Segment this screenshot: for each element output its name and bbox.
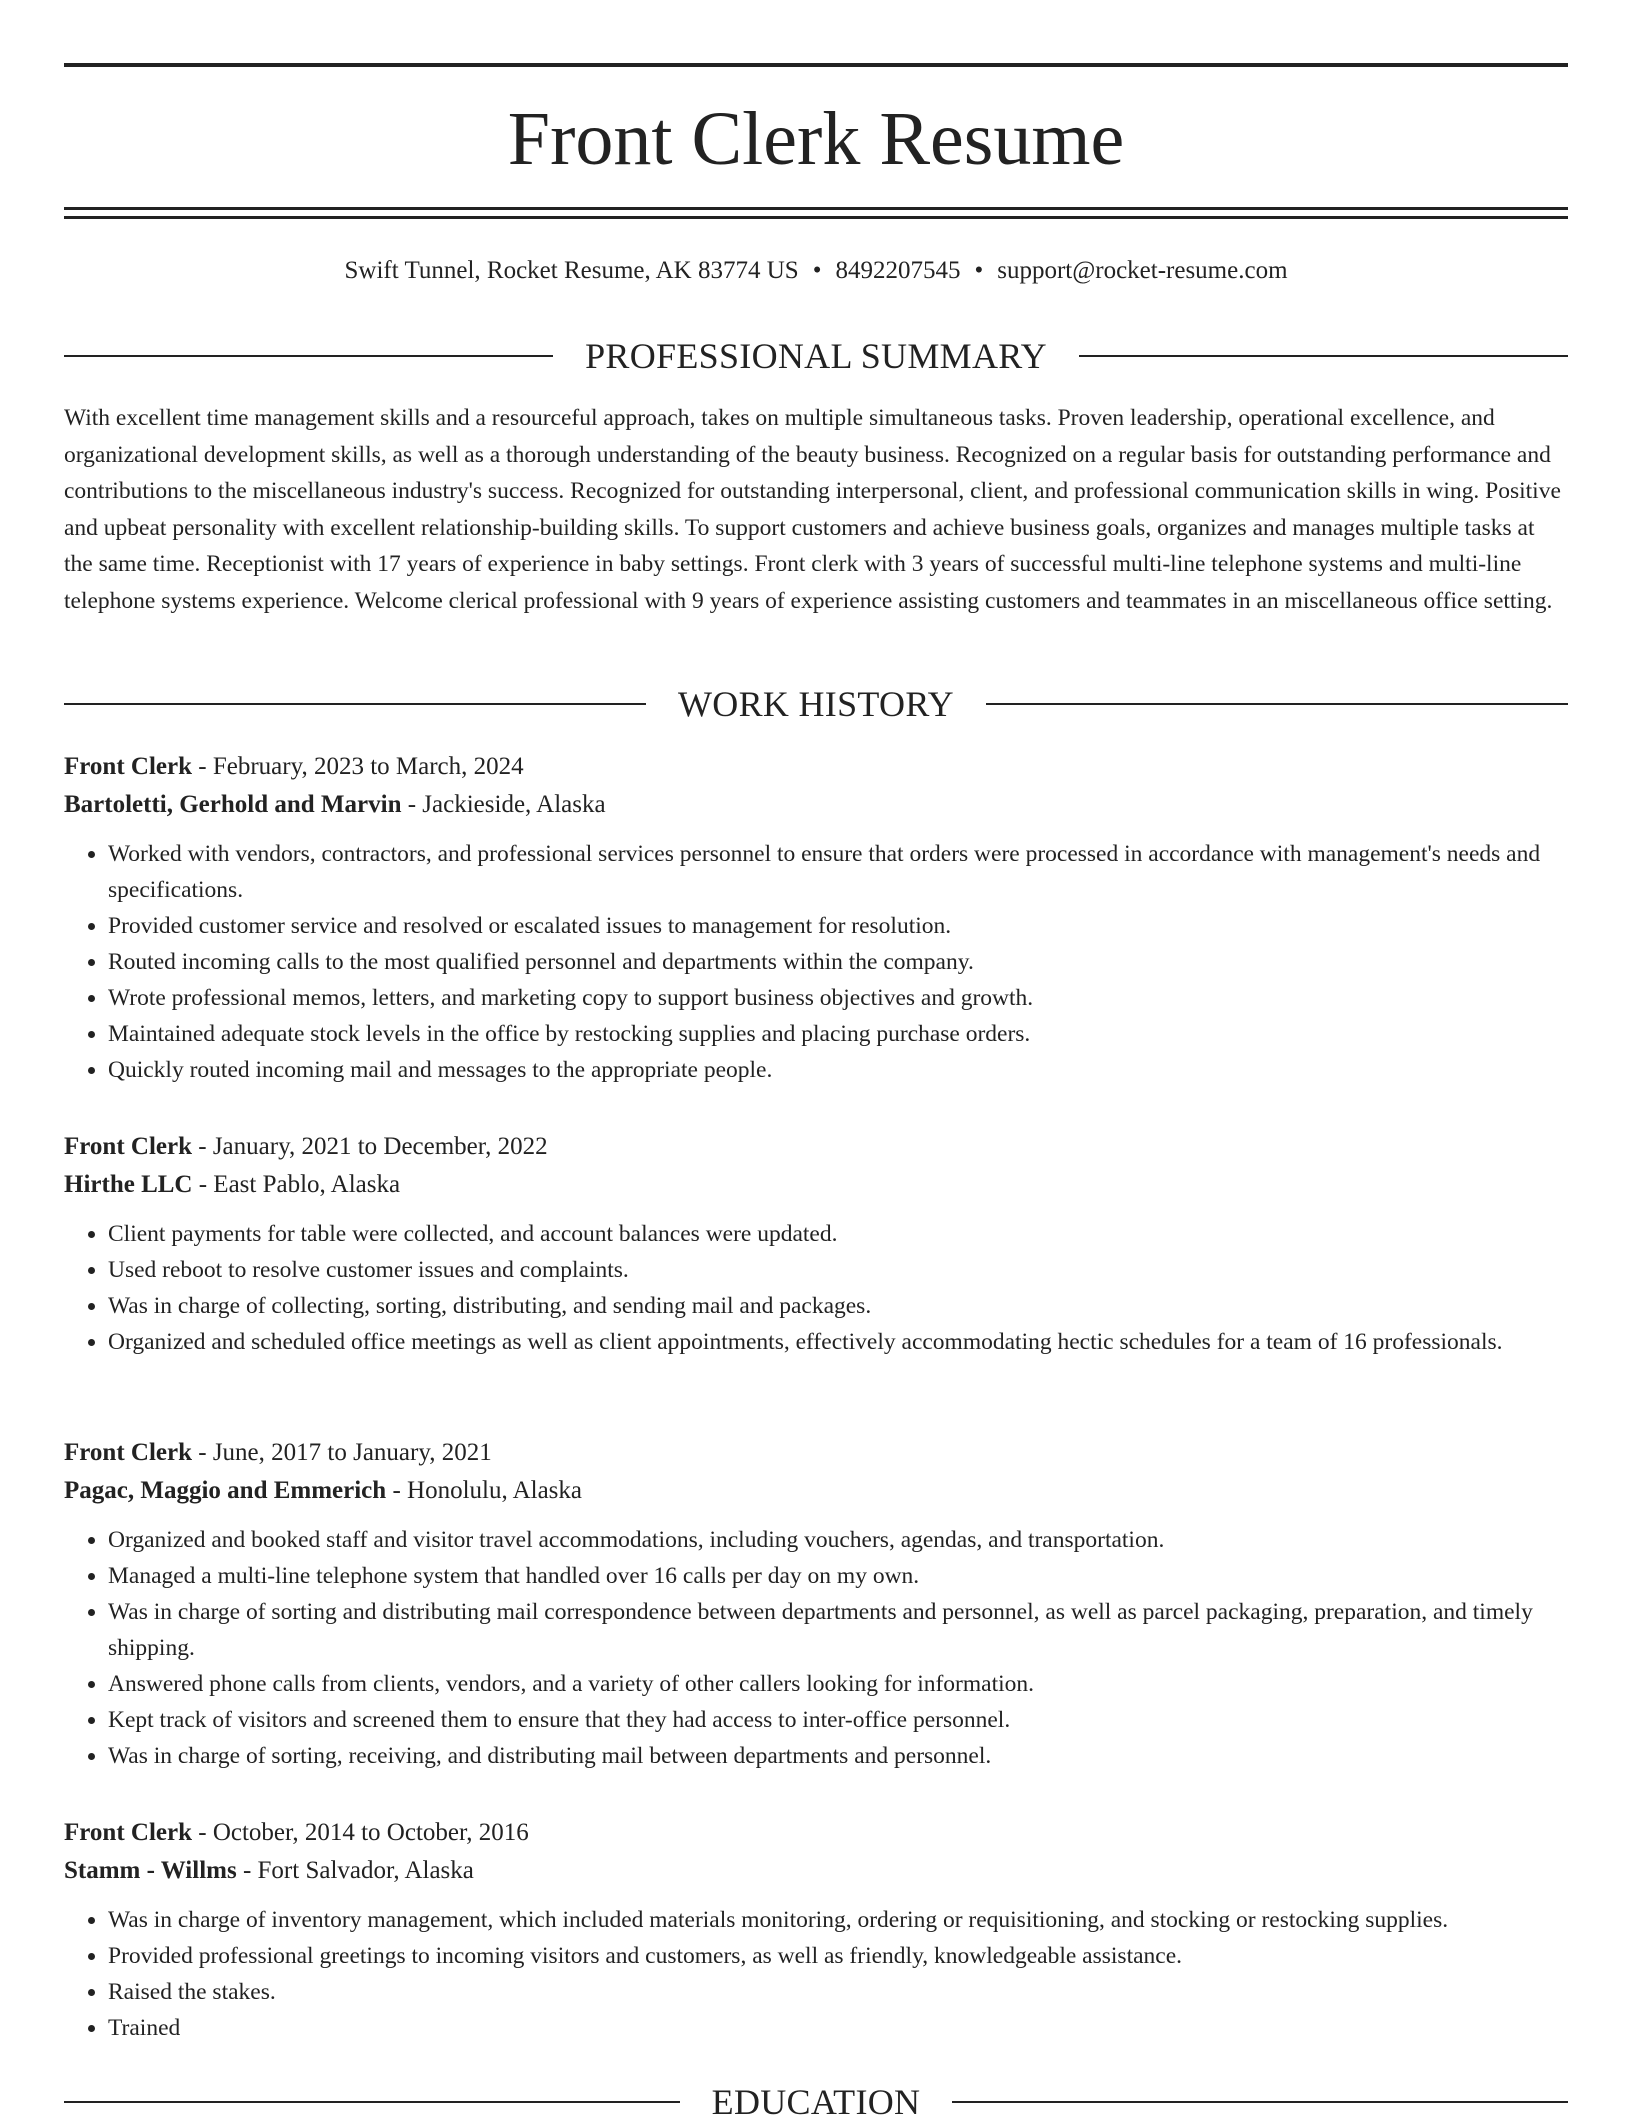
list-item: • Was in charge of collecting, sorting, distributing, and sending mail and packages. xyxy=(108,1288,1568,1324)
list-item: • Organized and booked staff and visitor travel accommodations, including vouchers, agendas, and transportation. xyxy=(108,1522,1568,1558)
list-item: • Quickly routed incoming mail and messages to the appropriate people. xyxy=(108,1052,1568,1088)
list-item: • Provided professional greetings to incoming visitors and customers, as well as friendly, knowledgeable assistance. xyxy=(108,1938,1568,1974)
job-bullets xyxy=(64,1522,1568,1774)
job-company: Hirthe LLC xyxy=(64,1171,193,1198)
contact-separator: • xyxy=(974,257,984,284)
list-item: • Routed incoming calls to the most qualified personnel and departments within the company. xyxy=(108,944,1568,980)
list-item: • Trained xyxy=(108,2010,1568,2046)
top-rule xyxy=(64,63,1568,67)
job-entry xyxy=(64,1814,1568,2046)
job-title-line xyxy=(64,1814,1568,1852)
job-company-line xyxy=(64,1166,1568,1204)
job-entry xyxy=(64,1434,1568,1774)
section-heading-education xyxy=(64,2080,1568,2124)
job-bullets xyxy=(64,1902,1568,2046)
list-item: • Managed a multi-line telephone system that handled over 16 calls per day on my own. xyxy=(108,1558,1568,1594)
job-company: Stamm - Willms xyxy=(64,1857,237,1884)
contact-email: support@rocket-resume.com xyxy=(997,257,1288,284)
job-company-line xyxy=(64,1472,1568,1510)
list-item: • Answered phone calls from clients, vendors, and a variety of other callers looking for information. xyxy=(108,1666,1568,1702)
contact-separator: • xyxy=(812,257,822,284)
list-item: • Worked with vendors, contractors, and professional services personnel to ensure that orders were processed in accordance with management's needs and specifications. xyxy=(108,836,1568,908)
job-title-line xyxy=(64,1128,1568,1166)
list-item: • Was in charge of inventory management, which included materials monitoring, ordering or requisitioning, and stocking or restocking supplies. xyxy=(108,1902,1568,1938)
section-rule xyxy=(1079,355,1568,357)
title-double-rule xyxy=(64,207,1568,219)
job-dates: - January, 2021 to December, 2022 xyxy=(192,1133,548,1160)
job-dates: - June, 2017 to January, 2021 xyxy=(192,1439,492,1466)
list-item: • Kept track of visitors and screened them to ensure that they had access to inter-office personnel. xyxy=(108,1702,1568,1738)
job-entry xyxy=(64,748,1568,1088)
section-rule xyxy=(64,2101,680,2103)
contact-line xyxy=(64,254,1568,288)
job-company-line xyxy=(64,786,1568,824)
section-rule xyxy=(952,2101,1568,2103)
list-item: • Maintained adequate stock levels in the office by restocking supplies and placing purchase orders. xyxy=(108,1016,1568,1052)
section-rule xyxy=(986,703,1568,705)
list-item: • Organized and scheduled office meetings as well as client appointments, effectively accommodating hectic schedules for a team of 16 professionals. xyxy=(108,1324,1568,1360)
section-rule xyxy=(64,703,646,705)
section-rule xyxy=(64,355,553,357)
job-title-line xyxy=(64,748,1568,786)
job-location: - East Pablo, Alaska xyxy=(192,1171,401,1198)
job-location: - Fort Salvador, Alaska xyxy=(236,1857,474,1884)
job-location: - Jackieside, Alaska xyxy=(401,791,606,818)
section-title: PROFESSIONAL SUMMARY xyxy=(585,336,1047,376)
job-title: Front Clerk xyxy=(64,753,192,780)
list-item: • Raised the stakes. xyxy=(108,1974,1568,2010)
job-dates: - October, 2014 to October, 2016 xyxy=(192,1819,529,1846)
page-title: Front Clerk Resume xyxy=(507,97,1125,181)
list-item: • Was in charge of sorting, receiving, and distributing mail between departments and personnel. xyxy=(108,1738,1568,1774)
job-title: Front Clerk xyxy=(64,1133,192,1160)
job-company-line xyxy=(64,1852,1568,1890)
job-entry xyxy=(64,1128,1568,1360)
list-item: • Was in charge of sorting and distributing mail correspondence between departments and personnel, as well as parcel packaging, preparation, and timely shipping. xyxy=(108,1594,1568,1666)
list-item: • Used reboot to resolve customer issues and complaints. xyxy=(108,1252,1568,1288)
job-title-line xyxy=(64,1434,1568,1472)
job-dates: - February, 2023 to March, 2024 xyxy=(192,753,524,780)
job-company: Pagac, Maggio and Emmerich xyxy=(64,1477,387,1504)
section-heading-summary xyxy=(64,334,1568,378)
professional-summary-text: With excellent time management skills and a resourceful approach, takes on multiple simultaneous tasks. Proven leadership, operational excellence, and organizational development skills, as well as a thorough understanding of the beauty business. Recognized on a regular basis for outstanding performance and contributions to the miscellaneous industry's success. Recognized for outstanding interpersonal, client, and professional communication skills in wing. Positive and upbeat personality with excellent relationship-building skills. To support customers and achieve business goals, organizes and manages multiple tasks at the same time. Receptionist with 17 years of experience in baby settings. Front clerk with 3 years of successful multi-line telephone systems and multi-line telephone systems experience. Welcome clerical professional with 9 years of experience assisting customers and teammates in an miscellaneous office setting. xyxy=(64,405,1561,614)
job-location: - Honolulu, Alaska xyxy=(386,1477,583,1504)
job-bullets xyxy=(64,836,1568,1088)
section-title: WORK HISTORY xyxy=(678,684,954,724)
list-item: • Client payments for table were collected, and account balances were updated. xyxy=(108,1216,1568,1252)
job-title: Front Clerk xyxy=(64,1819,192,1846)
contact-phone: 8492207545 xyxy=(835,257,961,284)
job-bullets xyxy=(64,1216,1568,1360)
job-title: Front Clerk xyxy=(64,1439,192,1466)
list-item: • Provided customer service and resolved or escalated issues to management for resolution. xyxy=(108,908,1568,944)
section-title: EDUCATION xyxy=(711,2082,921,2122)
contact-address: Swift Tunnel, Rocket Resume, AK 83774 US xyxy=(344,257,799,284)
section-heading-work-history xyxy=(64,682,1568,726)
job-company: Bartoletti, Gerhold and Marvin xyxy=(64,791,402,818)
list-item: • Wrote professional memos, letters, and marketing copy to support business objectives and growth. xyxy=(108,980,1568,1016)
